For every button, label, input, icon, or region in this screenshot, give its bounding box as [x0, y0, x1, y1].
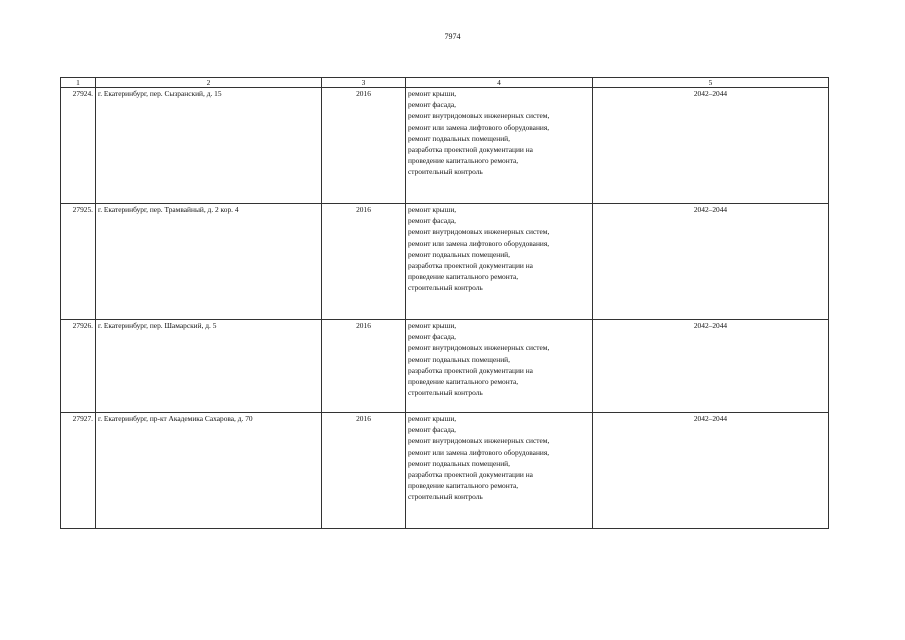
work-item: ремонт или замена лифтового оборудования, [408, 447, 550, 457]
table-row [61, 320, 829, 413]
row-number: 27924. [61, 88, 96, 204]
work-item: ремонт или замена лифтового оборудования, [408, 122, 550, 132]
column-header: 1 [61, 78, 96, 88]
work-item: ремонт фасада, [408, 425, 456, 435]
column-header: 4 [406, 78, 593, 88]
works-cell [406, 413, 593, 529]
work-item: проведение капитального ремонта, [408, 377, 519, 387]
address-cell: г. Екатеринбург, пр-кт Академика Сахарова, д. 70 [96, 413, 322, 529]
period-cell: 2042–2044 [593, 88, 829, 204]
address-cell: г. Екатеринбург, пер. Шамарский, д. 5 [96, 320, 322, 413]
period-cell: 2042–2044 [593, 320, 829, 413]
work-item: ремонт подвальных помещений, [408, 354, 510, 364]
work-item: ремонт подвальных помещений, [408, 249, 510, 259]
table-row [61, 413, 829, 529]
work-item: ремонт фасада, [408, 216, 456, 226]
period-cell: 2042–2044 [593, 413, 829, 529]
works-cell [406, 204, 593, 320]
work-item: ремонт внутридомовых инженерных систем, [408, 436, 550, 446]
repair-schedule-table [60, 77, 829, 529]
work-item: проведение капитального ремонта, [408, 272, 519, 282]
work-item: ремонт крыши, [408, 414, 457, 423]
work-item: ремонт фасада, [408, 332, 456, 342]
work-item: строительный контроль [408, 492, 483, 502]
work-item: проведение капитального ремонта, [408, 481, 519, 491]
work-item: строительный контроль [408, 167, 483, 177]
table-row [61, 204, 829, 320]
work-item: ремонт крыши, [408, 321, 457, 330]
work-item: ремонт подвальных помещений, [408, 458, 510, 468]
work-item: ремонт крыши, [408, 205, 457, 214]
work-item: строительный контроль [408, 388, 483, 398]
work-item: ремонт или замена лифтового оборудования, [408, 238, 550, 248]
column-header: 3 [322, 78, 406, 88]
column-header: 2 [96, 78, 322, 88]
work-item: разработка проектной документации на [408, 365, 533, 375]
row-number: 27925. [61, 204, 96, 320]
column-header: 5 [593, 78, 829, 88]
work-item: ремонт внутридомовых инженерных систем, [408, 343, 550, 353]
table-header-row [61, 78, 829, 88]
table-row [61, 88, 829, 204]
row-number: 27926. [61, 320, 96, 413]
year-cell: 2016 [322, 320, 406, 413]
row-number: 27927. [61, 413, 96, 529]
page-number: 7974 [444, 32, 461, 41]
work-item: проведение капитального ремонта, [408, 156, 519, 166]
work-item: ремонт крыши, [408, 89, 457, 98]
work-item: разработка проектной документации на [408, 470, 533, 480]
work-item: ремонт фасада, [408, 100, 456, 110]
work-item: ремонт внутридомовых инженерных систем, [408, 111, 550, 121]
works-cell [406, 320, 593, 413]
year-cell: 2016 [322, 413, 406, 529]
address-cell: г. Екатеринбург, пер. Сызранский, д. 15 [96, 88, 322, 204]
address-cell: г. Екатеринбург, пер. Трамвайный, д. 2 кор. 4 [96, 204, 322, 320]
work-item: разработка проектной документации на [408, 145, 533, 155]
work-item: ремонт подвальных помещений, [408, 133, 510, 143]
year-cell: 2016 [322, 88, 406, 204]
period-cell: 2042–2044 [593, 204, 829, 320]
year-cell: 2016 [322, 204, 406, 320]
work-item: строительный контроль [408, 283, 483, 293]
works-cell [406, 88, 593, 204]
work-item: разработка проектной документации на [408, 261, 533, 271]
work-item: ремонт внутридомовых инженерных систем, [408, 227, 550, 237]
